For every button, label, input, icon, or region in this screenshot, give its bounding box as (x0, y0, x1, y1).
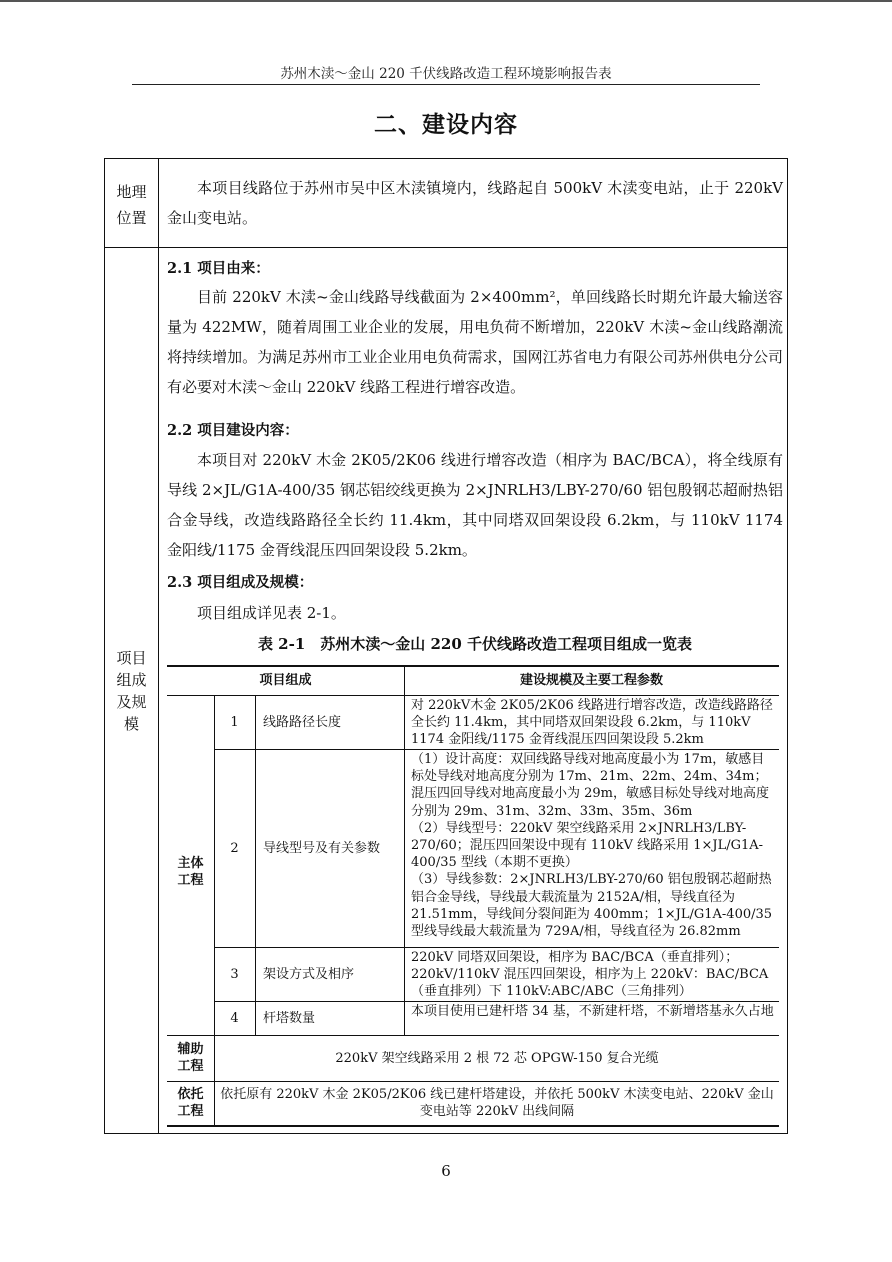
auxiliary-works-label: 辅助 工程 (177, 1042, 204, 1075)
scope-label (105, 647, 158, 735)
main-works-label: 主体 工程 (177, 856, 204, 889)
table-row-item: 架设方式及相序 (263, 967, 355, 982)
section-2-1-text: 目前 220kV 木渎~金山线路导线截面为 2×400mm²，单回线路长时期允许最大输送容量为 422MW，随着周围工业企业的发展，用电负荷不断增加，220kV 木渎~金山线路潮流将持续增加。为满足苏州市工业企业用电负荷需求，国网江苏省电力有限公司苏州供电分公司有必要对木渎～金山 220kV 线路工程进行增容改造。 (167, 288, 783, 396)
table-row-no: 1 (230, 715, 239, 730)
location-label-line: 位置 (116, 209, 147, 227)
location-label-line: 地理 (116, 183, 147, 201)
page-top-border (0, 0, 892, 2)
project-composition-table (167, 665, 779, 1127)
section-2-3-text: 项目组成详见表 2-1。 (197, 604, 346, 622)
page-number: 6 (441, 1162, 451, 1180)
table-border (167, 1081, 779, 1082)
scope-label-line: 及规 (116, 693, 147, 711)
table-row-desc: 本项目使用已建杆塔 34 基，不新建杆塔，不新增塔基永久占地 (411, 1004, 774, 1019)
table-border (214, 749, 779, 750)
table-row-no: 2 (230, 841, 239, 856)
label-column-divider (158, 159, 159, 1133)
running-header: 苏州木渎～金山 220 千伏线路改造工程环境影响报告表 (280, 66, 612, 82)
table-border (167, 665, 779, 667)
location-text: 本项目线路位于苏州市吴中区木渎镇境内，线路起自 500kV 木渎变电站，止于 220kV 金山变电站。 (167, 179, 783, 227)
table-caption: 表 2-1 苏州木渎～金山 220 千伏线路改造工程项目组成一览表 (257, 635, 693, 653)
table-border (214, 1001, 779, 1002)
dependent-works-desc: 依托原有 220kV 木金 2K05/2K06 线已建杆塔建设，并依托 500kV 木渎变电站、220kV 金山变电站等 220kV 出线间隔 (220, 1087, 774, 1120)
table-row-item: 线路路径长度 (263, 715, 342, 730)
table-border (214, 947, 779, 948)
table-row-item: 杆塔数量 (263, 1011, 316, 1026)
col-header-composition: 项目组成 (259, 673, 312, 688)
scope-label-line: 模 (123, 715, 139, 733)
table-border (167, 695, 779, 696)
table-row-no: 3 (230, 967, 239, 982)
section-2-2-text: 本项目对 220kV 木金 2K05/2K06 线进行增容改造（相序为 BAC/BCA），将全线原有导线 2×JL/G1A-400/35 钢芯铝绞线更换为 2×JNRLH3/LBY-270/60 铝包殷钢芯超耐热铝合金导线，改造线路路径全长约 11.4km，其中同塔双回架设段 6.2km，与 110kV 1174 金阳线/1175 金胥线混压四回架设段 5.2km。 (167, 451, 783, 559)
table-row-desc: 对 220kV木金 2K05/2K06 线路进行增容改造，改造线路路径全长约 11.4km，其中同塔双回架设段 6.2km，与 110kV 1174 金阳线/1175 金胥线混压四回架设段 5.2km (411, 698, 773, 748)
col-header-parameters: 建设规模及主要工程参数 (519, 673, 663, 688)
section-title: 二、建设内容 (374, 111, 518, 138)
row-divider (105, 247, 787, 248)
table-row-desc: （1）设计高度：双回线路导线对地高度最小为 17m，敏感目标处导线对地高度分别为 17m、21m、22m、24m、34m；混压四回导线对地高度最小为 29m，敏感目标处导线对地高度分别为 29m、31m、32m、33m、35m、36m （2）导线型号：220kV 架空线路采用 2×JNRLH3/LBY-270/60；混压四回架设中现有 110kV 线路采用 1×JL/G1A-400/35 型线（本期不更换） （3）导线参数：2×JNRLH3/LBY-270/60 铝包殷钢芯超耐热铝合金导线，导线最大载流量为 2152A/相，导线直径为 21.51mm，导线间分裂间距为 400mm；1×JL/G1A-400/35 型线导线最大载流量为 729A/相，导线直径为 26.82mm (411, 752, 773, 940)
table-border (214, 695, 215, 1125)
auxiliary-works-desc: 220kV 架空线路采用 2 根 72 芯 OPGW-150 复合光缆 (335, 1051, 659, 1066)
table-row-no: 4 (230, 1011, 239, 1026)
content-table (104, 158, 788, 1134)
scope-label-line: 项目 (116, 649, 147, 667)
table-row-desc: 220kV 同塔双回架设，相序为 BAC/BCA（垂直排列）；220kV/110kV 混压四回架设，相序为上 220kV：BAC/BCA（垂直排列）下 110kV:ABC/ABC（三角排列） (411, 950, 769, 1000)
dependent-works-label: 依托 工程 (177, 1087, 204, 1120)
table-border (404, 665, 405, 1035)
header-rule (132, 84, 760, 85)
section-2-3-heading: 2.3 项目组成及规模： (167, 574, 314, 591)
location-label (105, 181, 158, 229)
section-2-1-heading: 2.1 项目由来： (167, 260, 270, 277)
table-border (255, 695, 256, 1035)
table-row-item: 导线型号及有关参数 (263, 841, 381, 856)
section-2-2-heading: 2.2 项目建设内容： (167, 422, 299, 439)
table-border (167, 1035, 779, 1036)
table-border (167, 1125, 779, 1127)
scope-label-line: 组成 (116, 671, 147, 689)
